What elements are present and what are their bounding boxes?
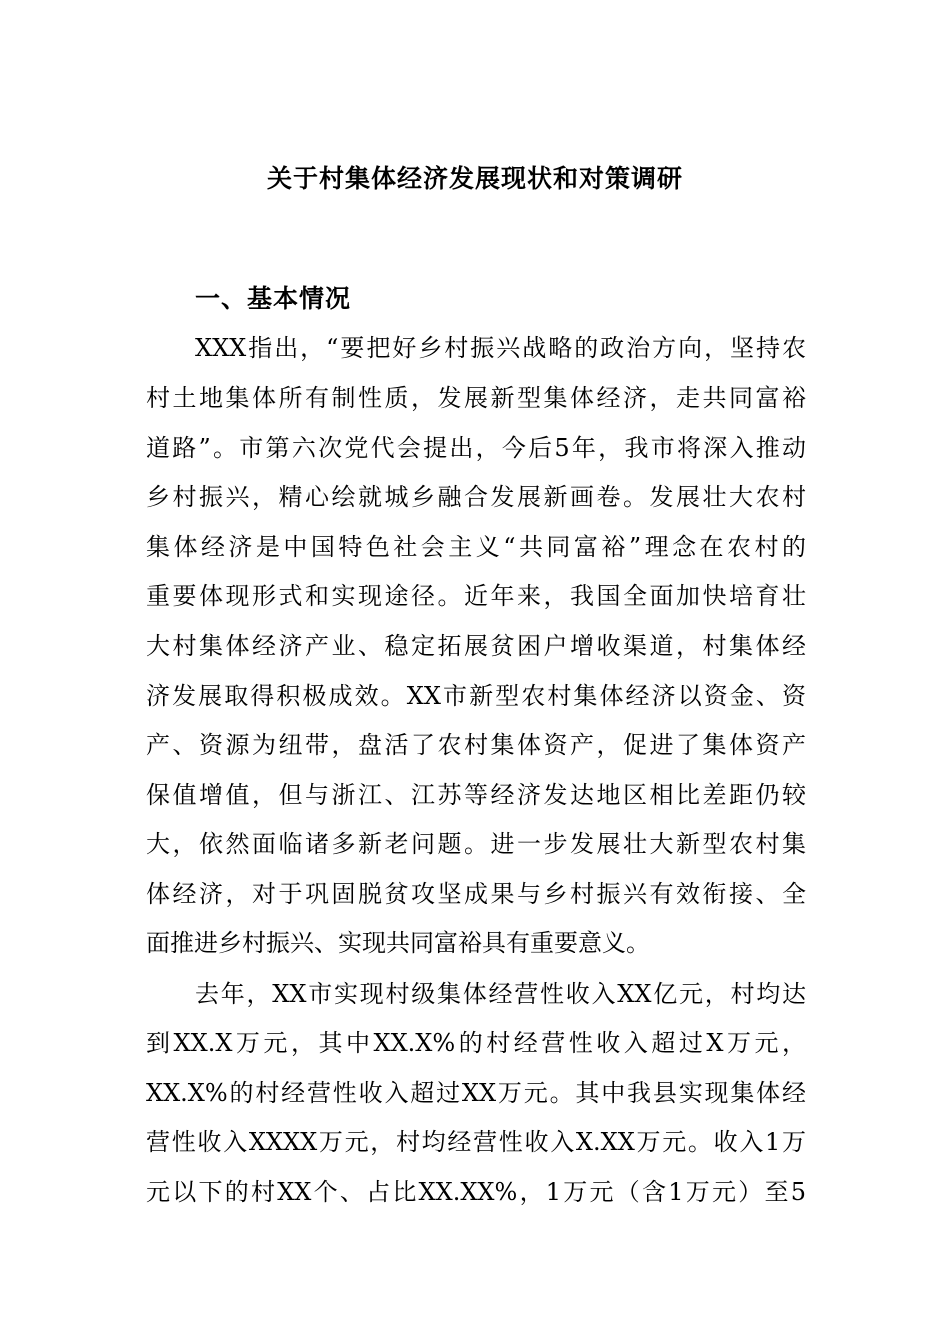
paragraph-line: 重要体现形式和实现途径。近年来，我国全面加快培育壮 xyxy=(146,582,806,610)
paragraph-line: 道路”。市第六次党代会提出，今后5年，我市将深入推动 xyxy=(146,434,806,462)
paragraph-line: 济发展取得积极成效。XX市新型农村集体经济以资金、资 xyxy=(146,682,806,710)
paragraph-line: 保值增值，但与浙江、江苏等经济发达地区相比差距仍较 xyxy=(146,781,806,809)
paragraph-line: 元以下的村XX个、占比XX.XX%，1万元（含1万元）至5 xyxy=(146,1178,806,1206)
paragraph-line: 大，依然面临诸多新老问题。进一步发展壮大新型农村集 xyxy=(146,830,806,858)
paragraph-line: 营性收入XXXX万元，村均经营性收入X.XX万元。收入1万 xyxy=(146,1128,806,1156)
paragraph-line: 大村集体经济产业、稳定拓展贫困户增收渠道，村集体经 xyxy=(146,632,806,660)
section-heading: 一、基本情况 xyxy=(195,284,352,313)
paragraph-line: 面推进乡村振兴、实现共同富裕具有重要意义。 xyxy=(146,929,650,957)
paragraph-line: 集体经济是中国特色社会主义“共同富裕”理念在农村的 xyxy=(146,533,806,561)
paragraph-line: XXX指出，“要把好乡村振兴战略的政治方向，坚持农 xyxy=(195,334,806,362)
document-title: 关于村集体经济发展现状和对策调研 xyxy=(266,164,683,193)
paragraph-line: 产、资源为纽带，盘活了农村集体资产，促进了集体资产 xyxy=(146,731,806,759)
paragraph-line: 乡村振兴，精心绘就城乡融合发展新画卷。发展壮大农村 xyxy=(146,483,806,511)
paragraph-line: 去年，XX市实现村级集体经营性收入XX亿元，村均达 xyxy=(195,980,806,1008)
paragraph-line: XX.X%的村经营性收入超过XX万元。其中我县实现集体经 xyxy=(146,1079,806,1107)
paragraph-line: 村土地集体所有制性质，发展新型集体经济，走共同富裕 xyxy=(146,384,806,412)
paragraph-line: 到XX.X万元，其中XX.X%的村经营性收入超过X万元， xyxy=(146,1029,806,1057)
paragraph-line: 体经济，对于巩固脱贫攻坚成果与乡村振兴有效衔接、全 xyxy=(146,880,806,908)
